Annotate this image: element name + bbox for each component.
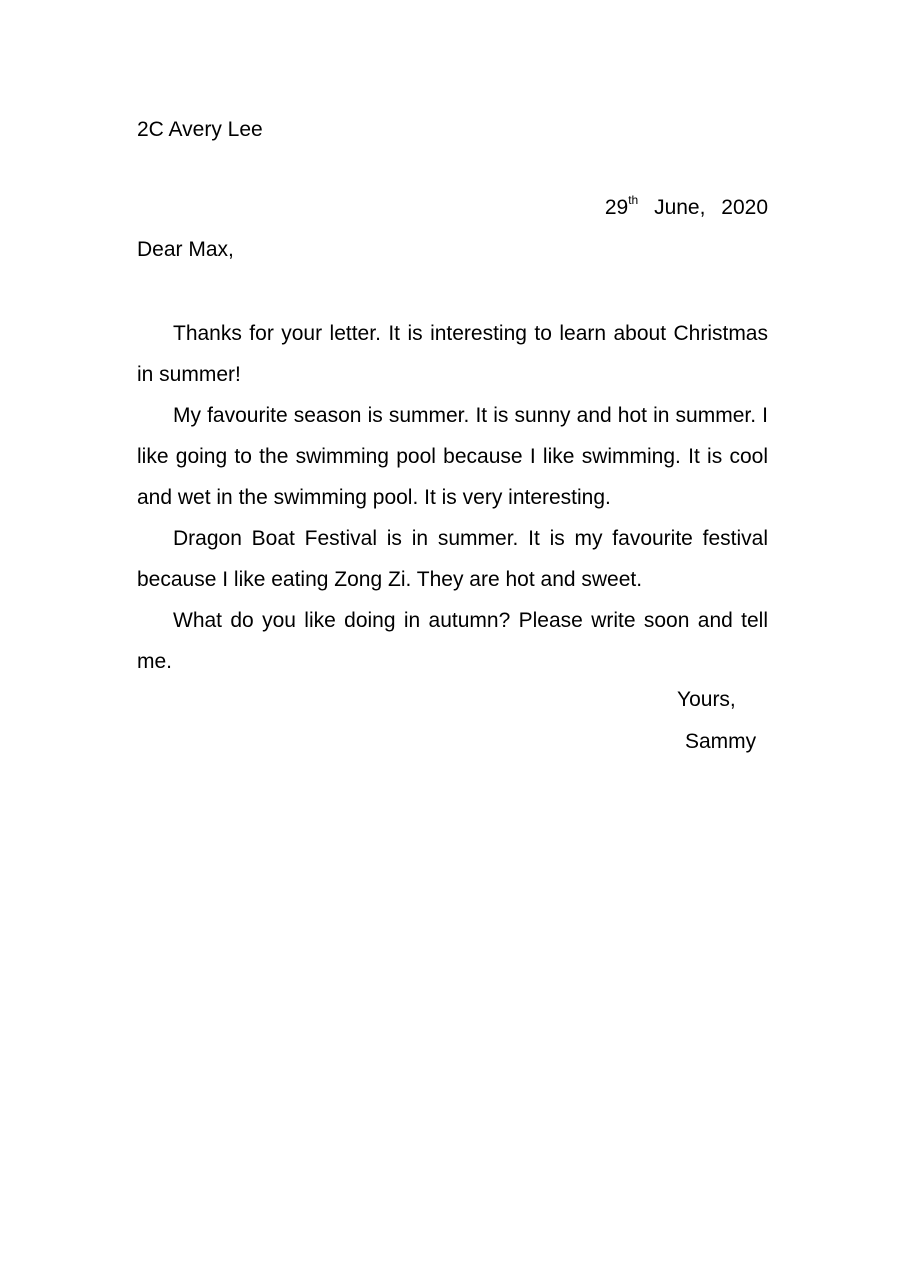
paragraph-3: Dragon Boat Festival is in summer. It is my favourite festival because I like eating Zong Zi. They are hot and sweet. bbox=[137, 527, 768, 591]
closing: Yours, bbox=[677, 688, 736, 711]
date-day: 29 bbox=[604, 196, 629, 219]
date-month: June, bbox=[654, 196, 706, 219]
letter-body bbox=[137, 313, 768, 682]
sender-class-name: 2C Avery Lee bbox=[137, 118, 263, 141]
paragraph-4: What do you like doing in autumn? Please write soon and tell me. bbox=[137, 609, 768, 673]
letter-date bbox=[604, 193, 768, 220]
signature: Sammy bbox=[685, 730, 757, 753]
greeting: Dear Max, bbox=[137, 238, 234, 261]
date-year: 2020 bbox=[721, 196, 768, 219]
paragraph-2: My favourite season is summer. It is sunny and hot in summer. I like going to the swimming pool because I like swimming. It is cool and wet in the swimming pool. It is very interesting. bbox=[137, 404, 768, 509]
date-suffix: th bbox=[628, 193, 639, 207]
paragraph-1: Thanks for your letter. It is interesting to learn about Christmas in summer! bbox=[137, 322, 768, 386]
